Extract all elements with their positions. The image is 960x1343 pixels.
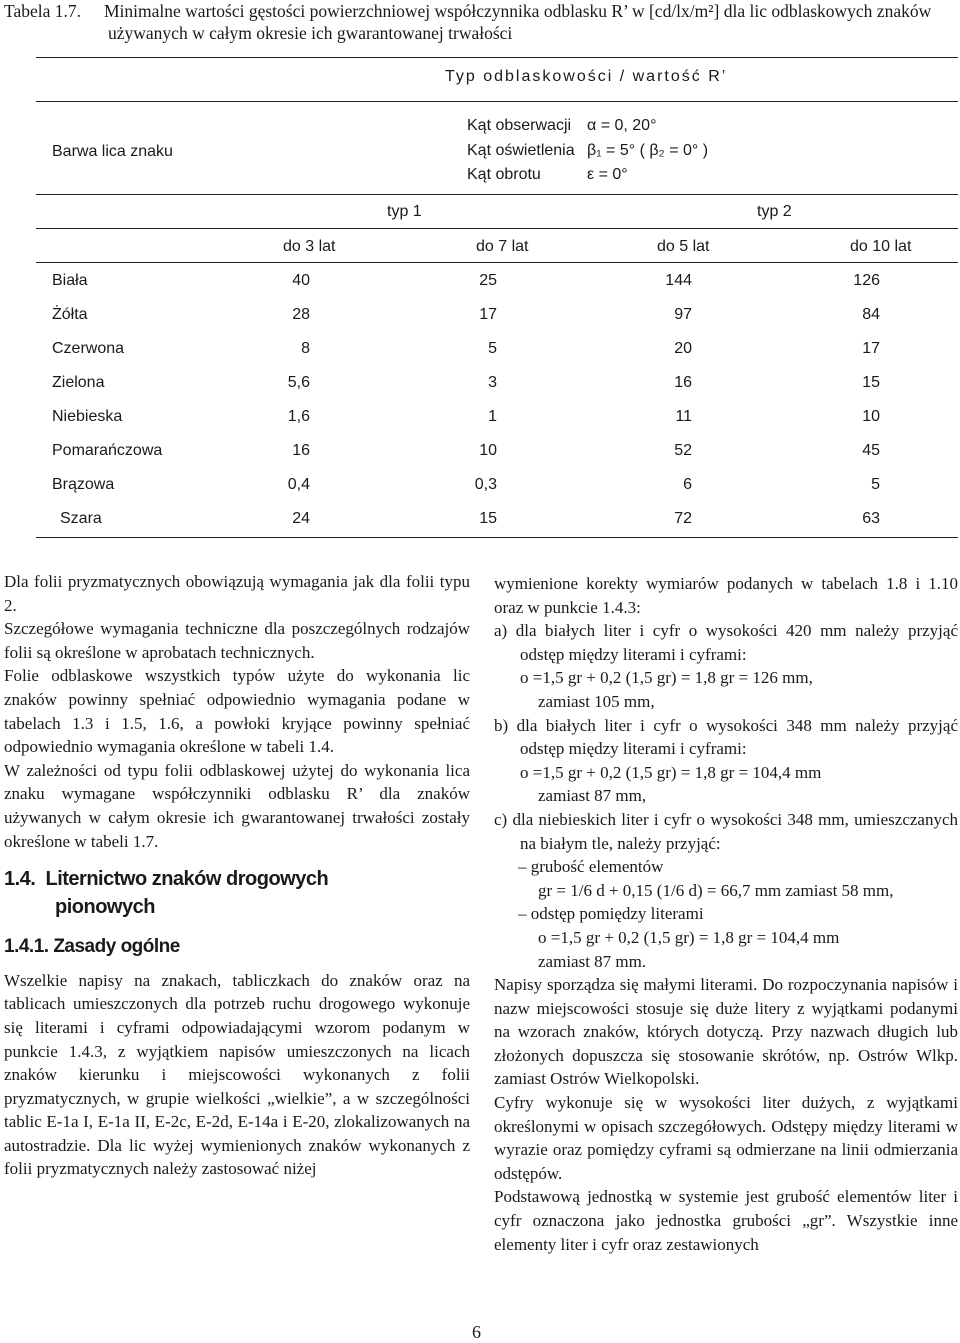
formula: o =1,5 gr + 0,2 (1,5 gr) = 1,8 gr = 104,4 mm: [538, 927, 840, 947]
section-heading-1-4: [4, 865, 470, 921]
table-label: Tabela 1.7.: [4, 1, 82, 21]
table-cell: 97: [674, 306, 692, 323]
table-row-color: Żółta: [52, 306, 88, 323]
condition-label-observation: Kąt obserwacji: [467, 117, 572, 134]
period-header: do 7 lat: [476, 238, 529, 255]
table-rule: [36, 101, 958, 102]
dash-item: – odstęp pomiędzy literami: [518, 904, 704, 924]
table-cell: 8: [301, 340, 310, 357]
period-header: do 10 lat: [850, 238, 912, 255]
table-caption: [4, 0, 956, 44]
table-cell: 1,6: [287, 408, 310, 425]
condition-value-rotation: ε = 0°: [587, 166, 628, 183]
paragraph: Napisy sporządza się małymi literami. Do rozpoczynania napisów i nazw miejscowości stosuje się duże litery z wyjątkami podanymi na wzorach znaków, których dotyczą. Przy nazwach długich lub złożonych dopuszcza się stosowanie skrótów, np. Ostrów Wlkp. zamiast Ostrów Wielkopolski.: [494, 975, 958, 1089]
table-cell: 5: [871, 476, 880, 493]
group-header: Typ odblaskowości / wartość R’: [445, 68, 728, 85]
condition-label-illumination: Kąt oświetlenia: [467, 142, 575, 159]
table-rule-top: [36, 57, 958, 58]
paragraph: Folie odblaskowe wszystkich typów użyte do wykonania lic znaków powinny spełniać odpowiednio wymagania podane w tabelach 1.3 i 1.5, 1.6, a powłoki kryjące powinny spełniać odpowiednio wymagania określone w tabeli 1.4.: [4, 666, 470, 757]
table-row-color: Czerwona: [52, 340, 125, 357]
dash-item: – grubość elementów: [518, 857, 664, 877]
right-column: [494, 572, 958, 1256]
caption-line-2: używanych w całym okresie ich gwarantowanej trwałości: [108, 23, 513, 43]
table-rule: [36, 262, 958, 263]
paragraph: Podstawową jednostką w systemie jest grubość elementów liter i cyfr oznaczona jako jednostka grubości „gr”. Wszystkie inne elementy liter i cyfr oraz zestawionych: [494, 1187, 958, 1254]
table-cell: 15: [862, 374, 880, 391]
type-header-1: typ 1: [387, 203, 422, 220]
formula: o =1,5 gr + 0,2 (1,5 gr) = 1,8 gr = 104,4 mm: [520, 762, 822, 782]
table-cell: 40: [292, 272, 310, 289]
table-row-color: Biała: [52, 272, 88, 289]
table-cell: 11: [675, 408, 692, 425]
table-cell: 10: [479, 442, 497, 459]
table-rule: [36, 228, 958, 229]
section-title-line-2: pionowych: [55, 896, 155, 919]
paragraph: Cyfry wykonuje się w wysokości liter dużych, z wyjątkami określonymi w opisach szczegółowych. Odstępy między literami w wyrazie oraz pomiędzy cyframi są odmierzane na linii odmierzania odstępów.: [494, 1093, 958, 1183]
list-item-b: b) dla białych liter i cyfr o wysokości 348 mm należy przyjąć odstęp między literami i cyframi:: [494, 715, 958, 759]
table-cell: 28: [292, 306, 310, 323]
table-cell: 5,6: [287, 374, 310, 391]
table-cell: 24: [292, 510, 310, 527]
table-cell: 72: [674, 510, 692, 527]
table-cell: 0,4: [287, 476, 310, 493]
table-row-color: Brązowa: [52, 476, 115, 493]
period-header: do 3 lat: [283, 238, 336, 255]
condition-value-illumination: β₁ = 5° ( β₂ = 0° ): [587, 142, 709, 159]
paragraph: wymienione korekty wymiarów podanych w tabelach 1.8 i 1.10 oraz w punkcie 1.4.3:: [494, 574, 958, 617]
condition-value-observation: α = 0, 20°: [587, 117, 657, 134]
table-cell: 5: [488, 340, 497, 357]
table-cell: 63: [862, 510, 880, 527]
table-cell: 25: [479, 272, 497, 289]
section-title-line-1: Liternictwo znaków drogowych: [45, 868, 329, 891]
table-cell: 52: [674, 442, 692, 459]
table-cell: 45: [862, 442, 880, 459]
table-row-color: Niebieska: [52, 408, 123, 425]
paragraph: Szczegółowe wymagania techniczne dla poszczególnych rodzajów folii są określone w aprobatach technicznych.: [4, 619, 470, 662]
table-cell: 3: [488, 374, 497, 391]
list-item-c: c) dla niebieskich liter i cyfr o wysokości 348 mm, umieszczanych na białym tle, należy przyjąć:: [494, 809, 958, 853]
page-number: 6: [472, 1322, 481, 1342]
table-cell: 1: [488, 408, 497, 425]
table-cell: 10: [862, 408, 880, 425]
table-cell: 0,3: [474, 476, 497, 493]
paragraph: Wszelkie napisy na znakach, tabliczkach do znaków oraz na tablicach umieszczonych dla potrzeb ruchu drogowego wykonuje się literami i cyframi odpowiadającymi wzorom podanym w punkcie 1.4.3, z wyjątkiem napisów umieszczonych na licach znaków kierunku i miejscowości wykonanych z folii pryzmatycznych, w grupie wielkości „wielkie”, a w szczególności tablic E-1a I, E-1a II, E-2c, E-2d, E-14a i E-20, zlokalizowanych na autostradzie. Dla lic wyżej wymienionych znaków wykonanych z folii pryzmatycznych należy zastosować niżej: [4, 970, 470, 1179]
formula-note: zamiast 105 mm,: [538, 691, 655, 711]
table-row-color: Zielona: [52, 374, 105, 391]
table-cell: 17: [862, 340, 880, 357]
section-number: 1.4.: [4, 868, 36, 891]
type-header-2: typ 2: [757, 203, 792, 220]
table-rule-bottom: [36, 537, 958, 538]
table-cell: 126: [853, 272, 880, 289]
paragraph: Dla folii pryzmatycznych obowiązują wymagania jak dla folii typu 2.: [4, 572, 470, 615]
period-header: do 5 lat: [657, 238, 710, 255]
left-column: [4, 570, 470, 1181]
formula: o =1,5 gr + 0,2 (1,5 gr) = 1,8 gr = 126 mm,: [520, 668, 813, 688]
subsection-heading-1-4-1: 1.4.1. Zasady ogólne: [4, 936, 180, 958]
table-cell: 84: [862, 306, 880, 323]
table-cell: 144: [665, 272, 692, 289]
condition-label-rotation: Kąt obrotu: [467, 166, 541, 183]
formula: gr = 1/6 d + 0,15 (1/6 d) = 66,7 mm zamiast 58 mm,: [538, 880, 894, 900]
caption-line-1: Minimalne wartości gęstości powierzchniowej współczynnika odblasku R’ w [cd/lx/m²] dla lic odblaskowych znaków: [104, 1, 932, 21]
table-row-color: Szara: [60, 510, 102, 527]
list-item-a: a) dla białych liter i cyfr o wysokości 420 mm należy przyjąć odstęp między literami i cyframi:: [494, 621, 958, 664]
table-cell: 16: [292, 442, 310, 459]
table-cell: 15: [479, 510, 497, 527]
formula-note: zamiast 87 mm,: [538, 786, 647, 806]
table-cell: 17: [479, 306, 497, 323]
table-cell: 16: [674, 374, 692, 391]
paragraph: W zależności od typu folii odblaskowej użytej do wykonania lica znaku wymagane współczynniki odblasku R’ dla znaków używanych w całym okresie ich gwarantowanej trwałości zostały określone w tabeli 1.7.: [4, 760, 470, 851]
table-cell: 20: [674, 340, 692, 357]
row-header: Barwa lica znaku: [52, 143, 173, 160]
formula-note: zamiast 87 mm.: [538, 951, 647, 971]
table-rule: [36, 194, 958, 195]
table-row-color: Pomarańczowa: [52, 442, 163, 459]
table-cell: 6: [683, 476, 692, 493]
